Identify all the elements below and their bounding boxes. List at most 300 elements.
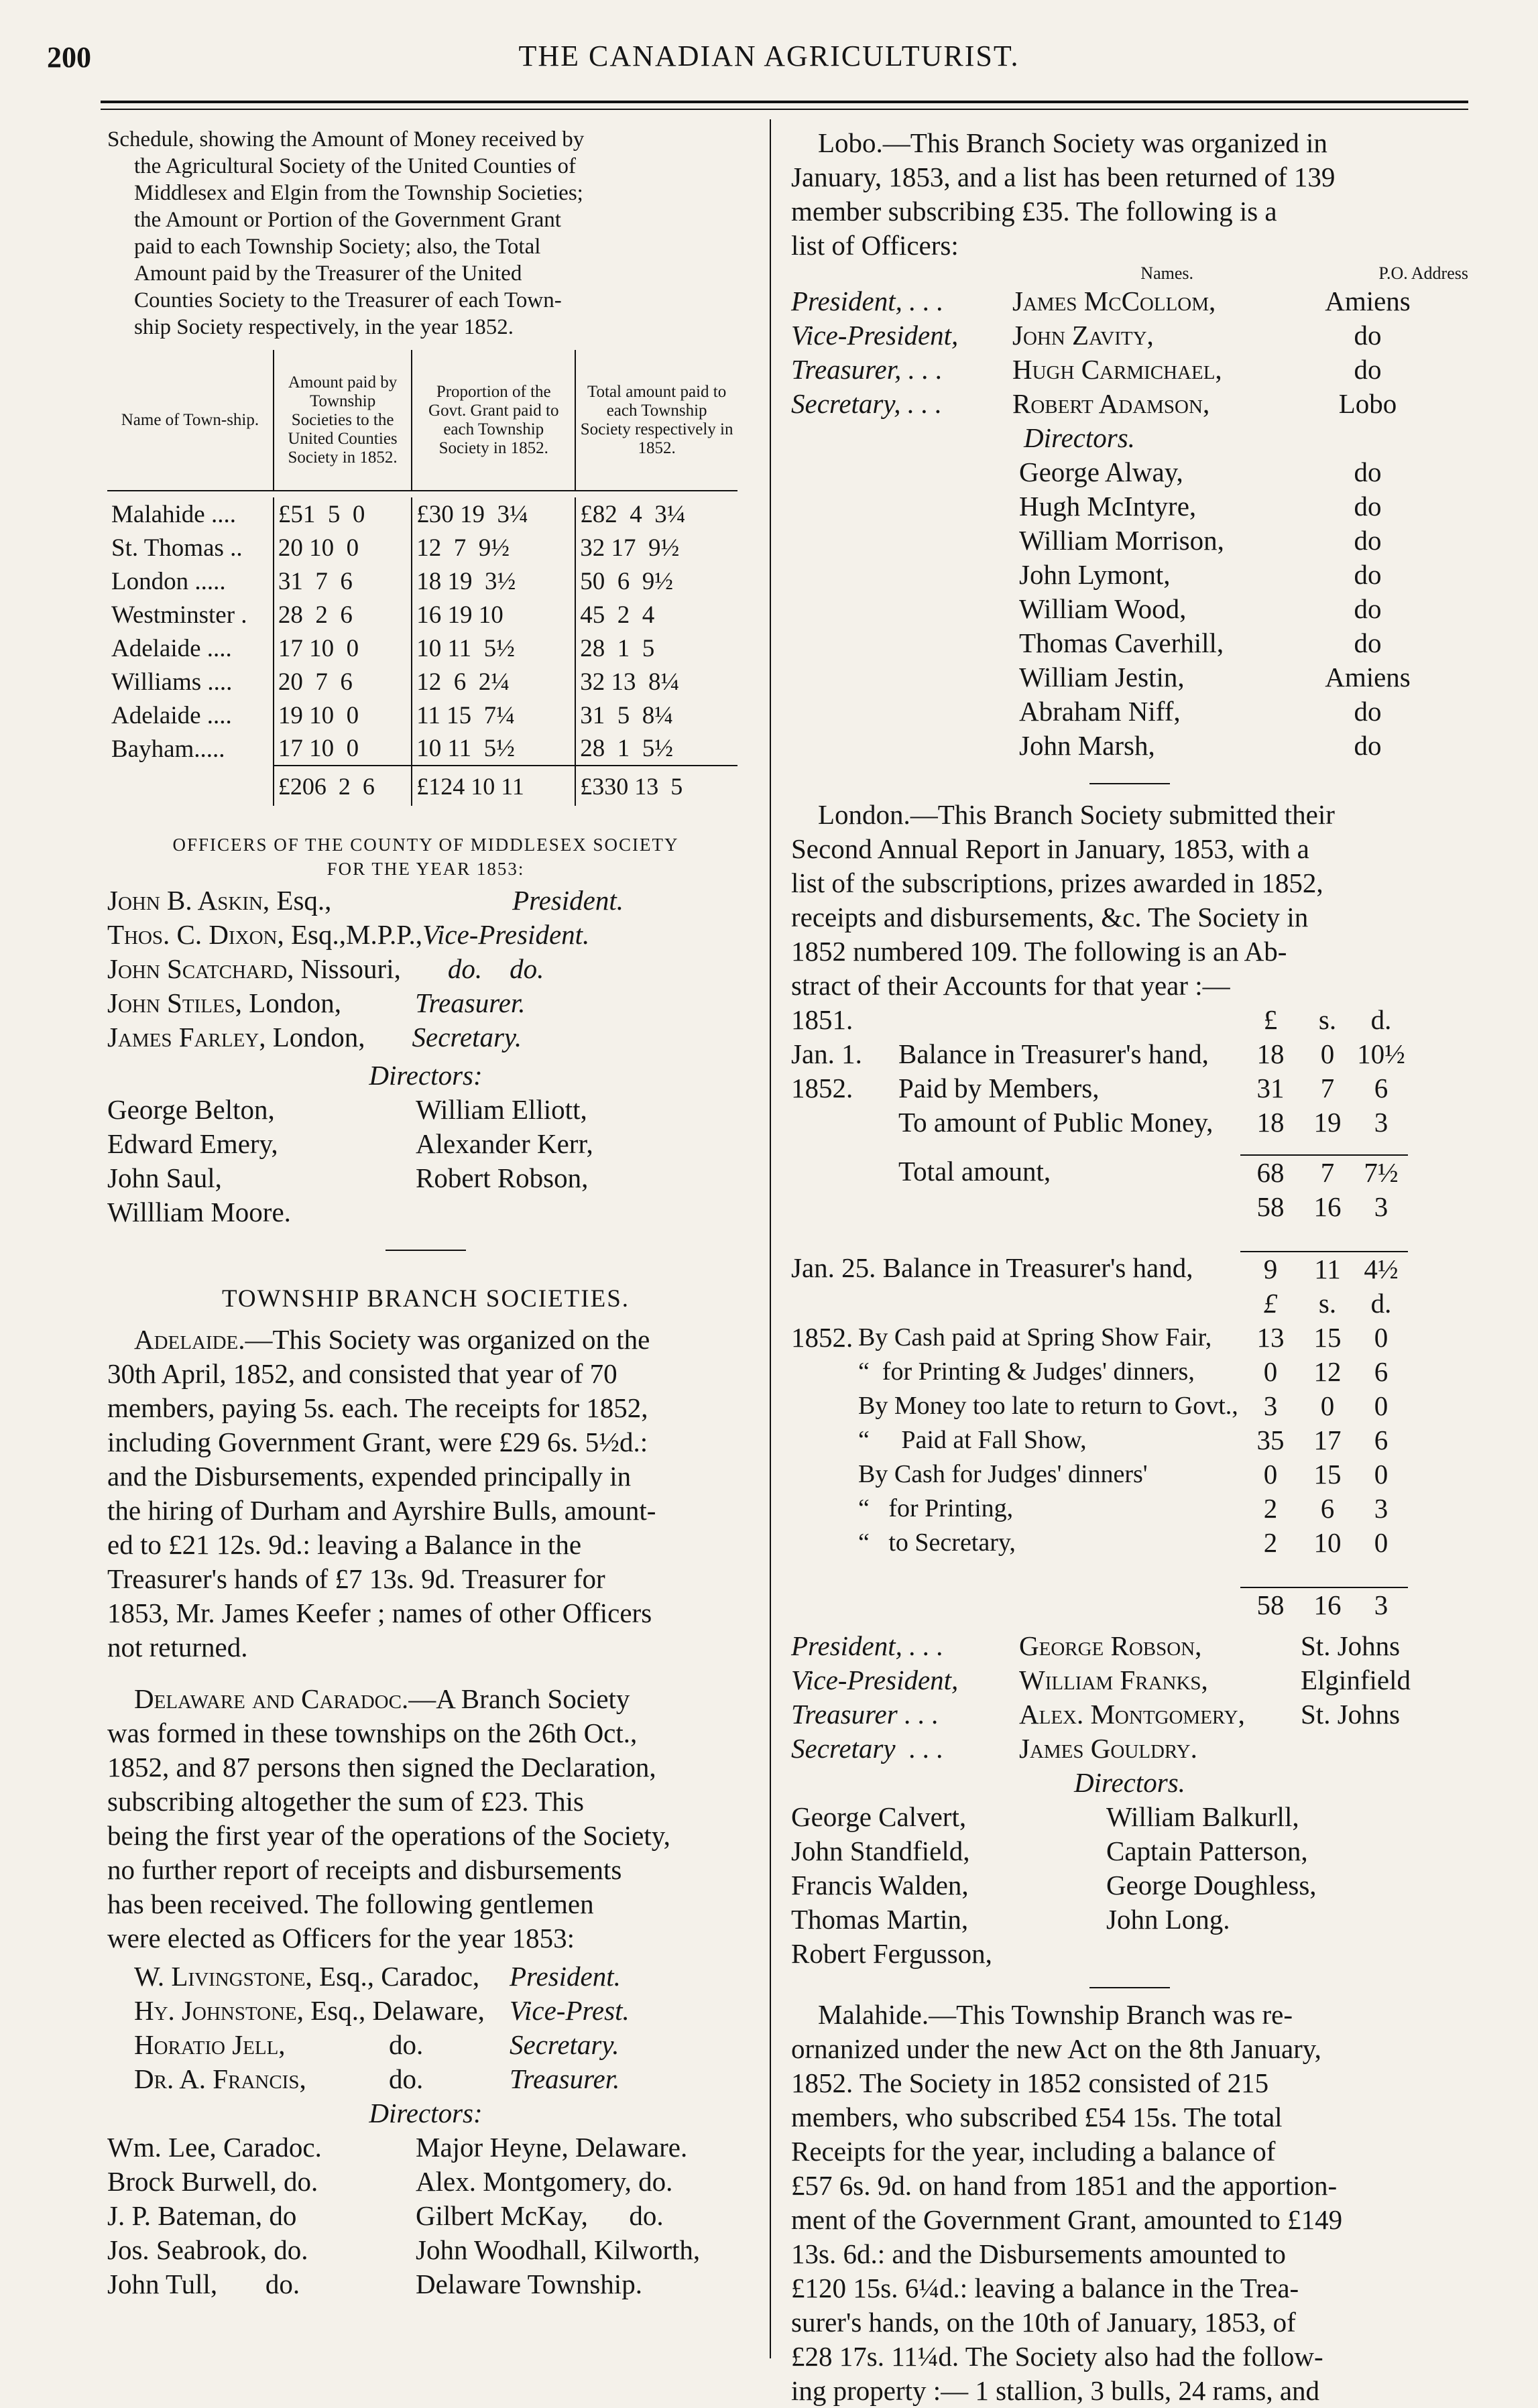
director-name: John Woodhall, Kilworth, [416, 2234, 701, 2265]
county-officers-heading [107, 833, 744, 881]
officer-role: Secretary. [510, 2029, 619, 2060]
director-name: John Standfield, [791, 1835, 970, 1866]
amount-paid: £51 5 0 [274, 497, 412, 531]
director-address: do [1354, 593, 1382, 624]
director-row [791, 660, 1468, 695]
officer-name: John B. Askin [107, 885, 263, 916]
total-paid: 31 5 8¼ [575, 699, 737, 732]
london-officers [791, 1629, 1468, 1766]
london-accounts [791, 1003, 1468, 1622]
grant-proportion: 18 19 3½ [412, 564, 575, 598]
director-name: Willliam Moore. [107, 1197, 291, 1227]
director-name: Abraham Niff, [1019, 696, 1181, 727]
total-paid: 45 2 4 [575, 598, 737, 631]
section-divider [1089, 783, 1170, 784]
director-name: Brock Burwell, do. [107, 2166, 318, 2197]
account-total [791, 1154, 1468, 1190]
officer-address: Amiens [1325, 286, 1411, 316]
director-name: George Doughless, [1106, 1870, 1317, 1901]
amount-pence: 0 [1374, 1322, 1388, 1353]
expense-row [791, 1526, 1468, 1560]
township-name: Williams .... [111, 668, 233, 696]
total-paid: 32 17 9½ [575, 531, 737, 564]
officer-role: Treasurer. [415, 987, 526, 1018]
shillings-head: s. [1318, 1004, 1337, 1035]
paragraph-line: 1852, and 87 persons then signed the Declaration, [107, 1752, 656, 1783]
officer-name: John Scatchard [107, 953, 288, 984]
officer-address: St. Johns [1301, 1630, 1401, 1661]
amount-paid: 28 2 6 [274, 598, 412, 631]
paragraph-line: Lobo.—This Branch Society was organized in [818, 127, 1327, 158]
officer-name: Robert Adamson, [1012, 388, 1210, 419]
officer-place: , Esq., [262, 885, 332, 916]
paragraph-line: Treasurer's hands of £7 13s. 9d. Treasurer for [107, 1563, 605, 1594]
london-directors [791, 1800, 1468, 1971]
amount-shillings: 6 [1320, 1493, 1335, 1524]
director-name: Hugh McIntyre, [1019, 491, 1197, 522]
schedule-row [107, 598, 737, 631]
grant-proportion: 10 11 5½ [412, 631, 575, 665]
directors-label: Directors. [1074, 1767, 1185, 1798]
officer-name: James Farley [107, 1022, 259, 1052]
lobo-directors [791, 455, 1468, 763]
officer-row [791, 318, 1468, 353]
director-row [791, 729, 1468, 763]
officer-row [791, 284, 1468, 318]
expense-head [791, 1286, 1468, 1321]
expense-desc: “ Paid at Fall Show, [858, 1426, 1087, 1454]
expense-desc: By Cash paid at Spring Show Fair, [858, 1323, 1212, 1351]
paragraph-line: was formed in these townships on the 26th Oct., [107, 1718, 638, 1748]
paragraph-line: member subscribing £35. The following is a [791, 196, 1277, 227]
officer-name: Hugh Carmichael, [1012, 354, 1222, 385]
officer-address: do [1354, 320, 1382, 351]
amount-paid: 31 7 6 [274, 564, 412, 598]
paragraph-line: has been received. The following gentlemen [107, 1888, 594, 1919]
paragraph-line: —A Branch Society [408, 1683, 630, 1714]
paragraph-line: receipts and disbursements, &c. The Society in [791, 902, 1309, 932]
officer-address [1301, 1732, 1462, 1766]
paragraph-line: 1853, Mr. James Keefer ; names of other Officers [107, 1598, 652, 1628]
officer-name: James Gouldry. [1019, 1733, 1197, 1764]
amount-shillings: 19 [1313, 1107, 1342, 1138]
grant-proportion: 12 6 2¼ [412, 665, 575, 699]
pounds-head: £ [1263, 1288, 1278, 1319]
officer-role: Treasurer. [510, 2063, 620, 2094]
director-row [791, 558, 1468, 592]
officer-place: do. [389, 2063, 424, 2094]
column-divider [770, 119, 771, 2358]
column-head: Names. [1140, 263, 1193, 283]
officer-place: do. [389, 2029, 424, 2060]
director-name: Thomas Martin, [791, 1904, 969, 1935]
schedule-title-line: the Agricultural Society of the United Counties of [134, 154, 576, 178]
paragraph-line: ment of the Government Grant, amounted to £149 [791, 2204, 1343, 2235]
schedule-row [107, 665, 737, 699]
director-address: do [1354, 457, 1382, 487]
director-name: Robert Robson, [416, 1162, 589, 1193]
amount-shillings: 11 [1301, 1251, 1354, 1286]
schedule-title-line: Counties Society to the Treasurer of each Town- [134, 288, 562, 312]
header-rule [101, 101, 1468, 103]
officer-role: Secretary . . . [791, 1733, 944, 1764]
schedule-title-line: Schedule, showing the Amount of Money received by [107, 127, 585, 152]
schedule-total: £330 13 5 [575, 766, 737, 806]
amount-pence: 0 [1374, 1459, 1388, 1490]
grant-proportion: 12 7 9½ [412, 531, 575, 564]
left-column [107, 126, 744, 2301]
lobo-officers [791, 284, 1468, 421]
receipt-date: Jan. 1. [791, 1038, 862, 1069]
director-address: do [1354, 730, 1382, 761]
schedule-row [107, 564, 737, 598]
director-row [791, 626, 1468, 660]
expense-date [791, 1423, 858, 1457]
expense-desc: By Cash for Judges' dinners' [858, 1460, 1148, 1488]
account-balance [791, 1251, 1468, 1286]
account-head [791, 1003, 1468, 1037]
receipt-date: 1852. [791, 1073, 853, 1103]
officer-place: , Esq.,M.P.P., [277, 919, 422, 950]
schedule-header-row [107, 350, 737, 491]
grant-proportion: £30 19 3¼ [412, 497, 575, 531]
amount-pence: 7½ [1354, 1154, 1408, 1190]
officer-address: Lobo [1338, 388, 1397, 419]
amount-pounds: 18 [1256, 1038, 1285, 1069]
amount-pence: 6 [1374, 1073, 1388, 1103]
pounds-head: £ [1263, 1004, 1278, 1035]
officer-row [791, 1732, 1468, 1766]
amount-pence: 3 [1354, 1587, 1408, 1622]
account-less [791, 1190, 1468, 1224]
officer-row [107, 986, 744, 1020]
amount-pence: 6 [1374, 1425, 1388, 1455]
paragraph-line: no further report of receipts and disbursements [107, 1854, 622, 1885]
director-name: Wm. Lee, Caradoc. [107, 2132, 322, 2163]
schedule-title [107, 126, 744, 341]
director-address: do [1354, 696, 1382, 727]
schedule-row [107, 699, 737, 732]
total-paid: 28 1 5½ [575, 732, 737, 766]
receipt-desc: Balance in Treasurer's hand, [898, 1038, 1209, 1069]
amount-pounds: 9 [1240, 1251, 1301, 1286]
director-row [791, 524, 1468, 558]
director-name: John Long. [1106, 1904, 1230, 1935]
officer-place: , Esq., Caradoc, [305, 1961, 480, 1992]
schedule-table [107, 350, 737, 806]
director-address: Amiens [1325, 662, 1411, 693]
paragraph-line: 1852 numbered 109. The following is an Ab- [791, 936, 1287, 967]
amount-pounds: 18 [1256, 1107, 1285, 1138]
officer-row [107, 952, 744, 986]
officer-role: President. [510, 1961, 621, 1992]
amount-shillings: 0 [1320, 1390, 1335, 1421]
amount-pence: 0 [1374, 1527, 1388, 1558]
expense-total [791, 1587, 1468, 1622]
paragraph-line: Second Annual Report in January, 1853, with a [791, 833, 1309, 864]
total-paid: 50 6 9½ [575, 564, 737, 598]
paragraph-line: London.—This Branch Society submitted their [818, 799, 1335, 830]
receipt-date [791, 1105, 898, 1140]
expense-date [791, 1389, 858, 1423]
schedule-title-line: ship Society respectively, in the year 1852. [134, 315, 514, 339]
director-address: do [1354, 491, 1382, 522]
total-paid: 32 13 8¼ [575, 665, 737, 699]
director-name: John Lymont, [1019, 559, 1171, 590]
officer-row [791, 1663, 1468, 1697]
paragraph-line: surer's hands, on the 10th of January, 1853, of [791, 2307, 1296, 2338]
expense-date [791, 1355, 858, 1389]
officer-address: Elginfield [1301, 1665, 1411, 1695]
expense-row [791, 1492, 1468, 1526]
schedule-title-line: Middlesex and Elgin from the Township Societies; [134, 181, 583, 205]
officer-row [791, 1629, 1468, 1663]
receipt-desc: To amount of Public Money, [898, 1107, 1214, 1138]
paragraph-line: £120 15s. 6¼d.: leaving a balance in the Trea- [791, 2273, 1299, 2303]
paragraph-line: £57 6s. 9d. on hand from 1851 and the apportion- [791, 2170, 1338, 2201]
amount-pence: 6 [1374, 1356, 1388, 1387]
officer-name: William Franks, [1019, 1665, 1208, 1695]
amount-shillings: 15 [1313, 1459, 1342, 1490]
director-row [791, 489, 1468, 524]
expense-date [791, 1492, 858, 1526]
schedule-title-line: Amount paid by the Treasurer of the United [134, 261, 522, 286]
officer-row [107, 884, 744, 918]
director-name: Francis Walden, [791, 1870, 969, 1901]
expense-row [791, 1457, 1468, 1492]
amount-paid: 20 10 0 [274, 531, 412, 564]
officer-role: Vice-President, [791, 1665, 959, 1695]
paragraph-line: January, 1853, and a list has been returned of 139 [791, 162, 1336, 192]
directors-label: Directors: [369, 2098, 483, 2128]
amount-shillings: 7 [1320, 1073, 1335, 1103]
receipt-row [791, 1071, 1468, 1105]
expense-row [791, 1389, 1468, 1423]
paragraph-line: ing property :— 1 stallion, 3 bulls, 24 rams, and [791, 2375, 1320, 2406]
amount-pounds: 31 [1256, 1073, 1285, 1103]
paragraph-line: the hiring of Durham and Ayrshire Bulls, amount- [107, 1495, 656, 1526]
schedule-total-row [107, 766, 737, 806]
township-heading: TOWNSHIP BRANCH SOCIETIES. [221, 1285, 630, 1313]
officer-role: Treasurer . . . [791, 1699, 939, 1730]
director-name: Major Heyne, Delaware. [416, 2132, 688, 2163]
officer-role: Secretary, . . . [791, 388, 943, 419]
director-address: do [1354, 525, 1382, 556]
balance-desc: Jan. 25. Balance in Treasurer's hand, [791, 1252, 1193, 1283]
paragraph-line: list of the subscriptions, prizes awarded in 1852, [791, 867, 1323, 898]
amount-pounds: 0 [1263, 1459, 1278, 1490]
director-name: Alex. Montgomery, do. [416, 2166, 673, 2197]
amount-pence: 3 [1374, 1107, 1388, 1138]
officer-name: Horatio Jell [134, 2029, 279, 2060]
officer-address: St. Johns [1301, 1699, 1401, 1730]
delaware-officers [107, 1960, 744, 2130]
schedule-row [107, 732, 737, 766]
amount-pence: 0 [1374, 1390, 1388, 1421]
township-name: Westminster . [111, 601, 247, 629]
director-name: J. P. Bateman, do [107, 2200, 297, 2231]
schedule-header: Amount paid by Township Societies to the United Counties Society in 1852. [274, 350, 412, 491]
officer-place: , London, [235, 987, 342, 1018]
director-name: Gilbert McKay, do. [416, 2200, 664, 2231]
paragraph-line: not returned. [107, 1632, 248, 1663]
amount-shillings: 15 [1313, 1322, 1342, 1353]
officer-name: Hy. Johnstone [134, 1995, 297, 2026]
section-divider [386, 1250, 466, 1251]
county-officers-list [107, 884, 744, 1229]
amount-shillings: 16 [1301, 1587, 1354, 1622]
officer-role: Secretary. [412, 1022, 522, 1052]
director-address: do [1354, 627, 1382, 658]
total-paid: £82 4 3¼ [575, 497, 737, 531]
amount-pounds: 3 [1263, 1390, 1278, 1421]
expense-desc: “ to Secretary, [858, 1528, 1016, 1557]
amount-shillings: 10 [1313, 1527, 1342, 1558]
right-column [791, 126, 1468, 2408]
township-name: London ..... [111, 567, 226, 595]
amount-pounds: 68 [1240, 1154, 1301, 1190]
amount-shillings: 12 [1313, 1356, 1342, 1387]
paragraph-line: 1852. The Society in 1852 consisted of 215 [791, 2067, 1269, 2098]
director-name: Alexander Kerr, [416, 1128, 593, 1159]
amount-pence: 10½ [1357, 1038, 1405, 1069]
paragraph-line: were elected as Officers for the year 1853: [107, 1923, 575, 1953]
receipt-row [791, 1037, 1468, 1071]
officer-role: Treasurer, . . . [791, 354, 943, 385]
expense-desc: “ for Printing, [858, 1494, 1014, 1522]
section-divider [1089, 1987, 1170, 1988]
account-year: 1851. [791, 1004, 853, 1035]
lobo-paragraph [791, 126, 1468, 263]
director-name: Delaware Township. [416, 2269, 642, 2299]
officer-role: do. do. [447, 953, 544, 984]
paragraph-line: being the first year of the operations of the Society, [107, 1820, 670, 1851]
amount-paid: 19 10 0 [274, 699, 412, 732]
officer-place: , [299, 2063, 306, 2094]
amount-pounds: 2 [1263, 1493, 1278, 1524]
director-row [791, 695, 1468, 729]
director-name: William Balkurll, [1106, 1801, 1299, 1832]
paragraph-line: 30th April, 1852, and consisted that year of 70 [107, 1358, 617, 1389]
expense-row [791, 1423, 1468, 1457]
director-row [791, 455, 1468, 489]
officer-role: President, . . . [791, 286, 944, 316]
director-row [791, 592, 1468, 626]
amount-pounds: 35 [1256, 1425, 1285, 1455]
paragraph-line: stract of their Accounts for that year :— [791, 970, 1230, 1001]
amount-pence: 3 [1374, 1493, 1388, 1524]
officer-address: do [1354, 354, 1382, 385]
director-name: William Elliott, [416, 1094, 587, 1125]
total-paid: 28 1 5 [575, 631, 737, 665]
director-name: William Wood, [1019, 593, 1187, 624]
director-name: Edward Emery, [107, 1128, 278, 1159]
director-name: William Jestin, [1019, 662, 1185, 693]
township-name: Adelaide .... [111, 634, 232, 662]
officer-row [791, 1697, 1468, 1732]
header-rule-thin [101, 109, 1468, 110]
paragraph-line: ornanized under the new Act on the 8th January, [791, 2033, 1321, 2064]
heading-line: OFFICERS OF THE COUNTY OF MIDDLESEX SOCIETY [172, 835, 679, 855]
paragraph-line: list of Officers: [791, 230, 959, 261]
officer-role: Vice-Prest. [510, 1995, 630, 2026]
amount-pounds: 58 [1240, 1587, 1301, 1622]
pence-head: d. [1370, 1288, 1392, 1319]
officer-place: , [278, 2029, 286, 2060]
directors-label: Directors. [1024, 422, 1135, 453]
officer-place: , London, [259, 1022, 365, 1052]
expense-date: 1852. [791, 1322, 853, 1353]
expense-desc: “ for Printing & Judges' dinners, [858, 1358, 1195, 1386]
township-name: Bayham..... [111, 735, 225, 763]
paragraph-line: subscribing altogether the sum of £23. This [107, 1786, 584, 1817]
schedule-row [107, 531, 737, 564]
london-paragraph [791, 798, 1468, 1003]
amount-paid: 20 7 6 [274, 665, 412, 699]
director-name: Jos. Seabrook, do. [107, 2234, 308, 2265]
officer-role: President, . . . [791, 1630, 944, 1661]
schedule-title-line: paid to each Township Society; also, the Total [134, 235, 541, 259]
officer-name: Alex. Montgomery, [1019, 1699, 1245, 1730]
shillings-head: s. [1318, 1288, 1337, 1319]
officer-role: President. [512, 885, 624, 916]
schedule-total: £124 10 11 [412, 766, 575, 806]
page-number: 200 [47, 41, 91, 74]
running-title: THE CANADIAN AGRICULTURIST. [518, 40, 1020, 72]
expense-row [791, 1321, 1468, 1355]
grant-proportion: 10 11 5½ [412, 732, 575, 766]
director-name: William Morrison, [1019, 525, 1224, 556]
officer-name: George Robson, [1019, 1630, 1202, 1661]
expense-row [791, 1355, 1468, 1389]
pence-head: d. [1370, 1004, 1392, 1035]
total-label: Total amount, [898, 1156, 1051, 1187]
paragraph-lead: Adelaide. [134, 1324, 245, 1355]
officer-name: W. Livingstone [134, 1961, 306, 1992]
amount-shillings: 0 [1320, 1038, 1335, 1069]
amount-pounds: 58 [1256, 1191, 1285, 1222]
amount-shillings: 16 [1313, 1191, 1342, 1222]
director-address: do [1354, 559, 1382, 590]
officer-role: Vice-President. [422, 919, 590, 950]
officer-row [791, 387, 1468, 421]
schedule-row [107, 631, 737, 665]
director-name: George Belton, [107, 1094, 275, 1125]
schedule-total: £206 2 6 [274, 766, 412, 806]
township-name: Adelaide .... [111, 701, 232, 729]
amount-pounds: 2 [1263, 1527, 1278, 1558]
paragraph-line: and the Disbursements, expended principally in [107, 1461, 632, 1492]
lobo-column-heads [791, 263, 1468, 284]
expense-date [791, 1457, 858, 1492]
paragraph-line: £28 17s. 11¼d. The Society also had the follow- [791, 2341, 1323, 2372]
officer-place: , Nissouri, [287, 953, 401, 984]
paragraph-line: Malahide.—This Township Branch was re- [818, 1999, 1293, 2030]
paragraph-line: including Government Grant, were £29 6s. 5½d.: [107, 1427, 648, 1457]
amount-pence: 4½ [1354, 1251, 1408, 1286]
officer-name: James McColloм, [1012, 286, 1216, 316]
paragraph-line: members, paying 5s. each. The receipts for 1852, [107, 1392, 648, 1423]
director-name: Thomas Caverhill, [1019, 627, 1224, 658]
township-name: Malahide .... [111, 500, 236, 528]
grant-proportion: 11 15 7¼ [412, 699, 575, 732]
amount-pounds: 0 [1263, 1356, 1278, 1387]
delaware-paragraph [107, 1682, 744, 1955]
director-name: John Saul, [107, 1162, 222, 1193]
township-name: St. Thomas .. [111, 534, 243, 562]
director-name: Captain Patterson, [1106, 1835, 1308, 1866]
paragraph-line: 13s. 6d.: and the Disbursements amounted to [791, 2238, 1286, 2269]
